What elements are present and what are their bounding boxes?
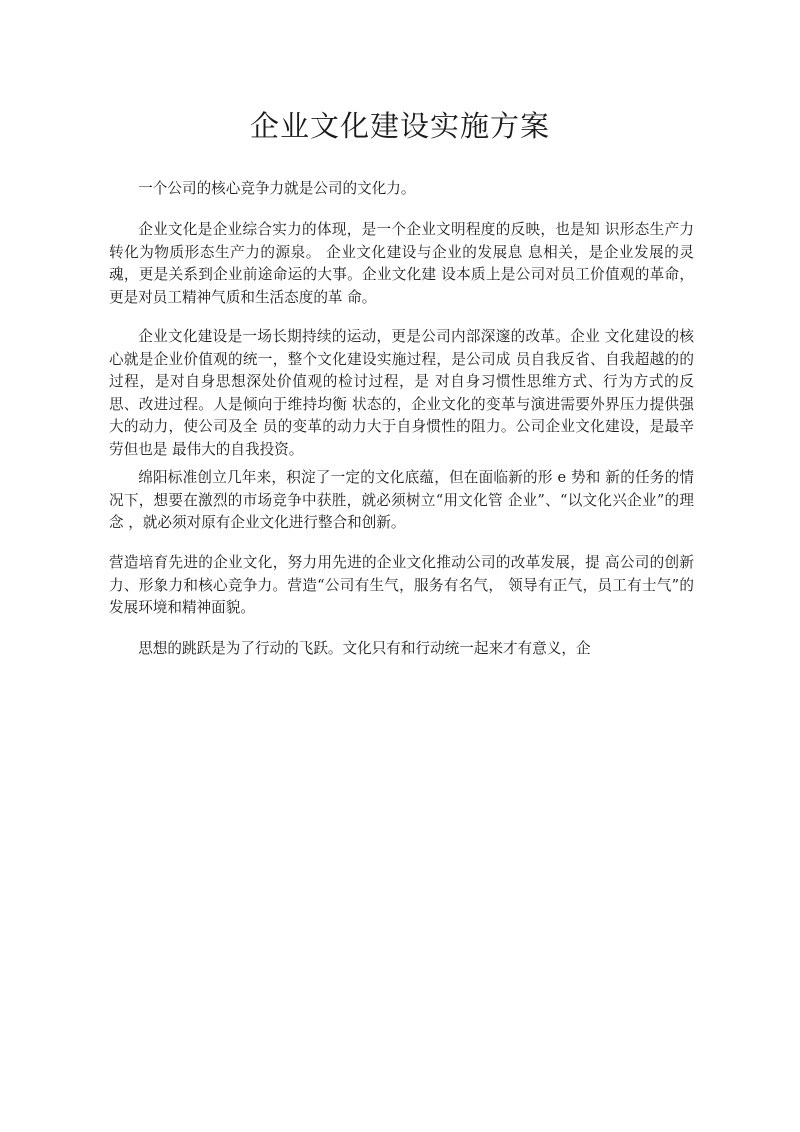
paragraph-culture-definition: 企业文化是企业综合实力的体现，是一个企业文明程度的反映，也是知 识形态生产力转化为物质形态生产力的源泉。 企业文化建设与企业的发展息 息相关，是企业发展的灵魂，更是关系到企业前途命运的大事。企业文化建 设本质上是公司对员工价值观的革命， 更是对员工精神气质和生活态度的革 命。 bbox=[109, 221, 694, 306]
paragraph-mianyang-standard: 绵阳标准创立几年来，积淀了一定的文化底蕴，但在面临新的形 e 势和 新的任务的情况下，想要在激烈的市场竞争中获胜，就必须树立“用文化管 企业”、“以文化兴企业”的理念 ，就必须对原有企业文化进行整合和创新。 bbox=[109, 469, 694, 531]
paragraph-culture-construction: 企业文化建设是一场长期持续的运动，更是公司内部深邃的改革。企业 文化建设的核心就是企业价值观的统一，整个文化建设实施过程，是公司成 员自我反省、自我超越的的过程，是对自身思想深处价值观的检讨过程，是 对自身习惯性思维方式、行为方式的反思、改进过程。人是倾向于维持均衡 状态的，企业文化的变革与演进需要外界压力提供强大的动力，使公司及全 员的变革的动力大于自身惯性的阻力。公司企业文化建设，是最辛劳但也是 最伟大的自我投资。 bbox=[109, 328, 694, 458]
paragraph-core-competence: 一个公司的核心竞争力就是公司的文化力。 bbox=[138, 180, 416, 197]
paragraph-advanced-culture: 营造培育先进的企业文化，努力用先进的企业文化推动公司的改革发展，提 高公司的创新力、形象力和核心竞争力。营造“公司有生气，服务有名气， 领导有正气，员工有士气”的发展环境和精神面貌。 bbox=[109, 554, 694, 616]
document-title: 企业文化建设实施方案 bbox=[249, 109, 550, 143]
paragraph-thought-action: 思想的跳跃是为了行动的飞跃。文化只有和行动统一起来才有意义，企 bbox=[138, 640, 591, 657]
